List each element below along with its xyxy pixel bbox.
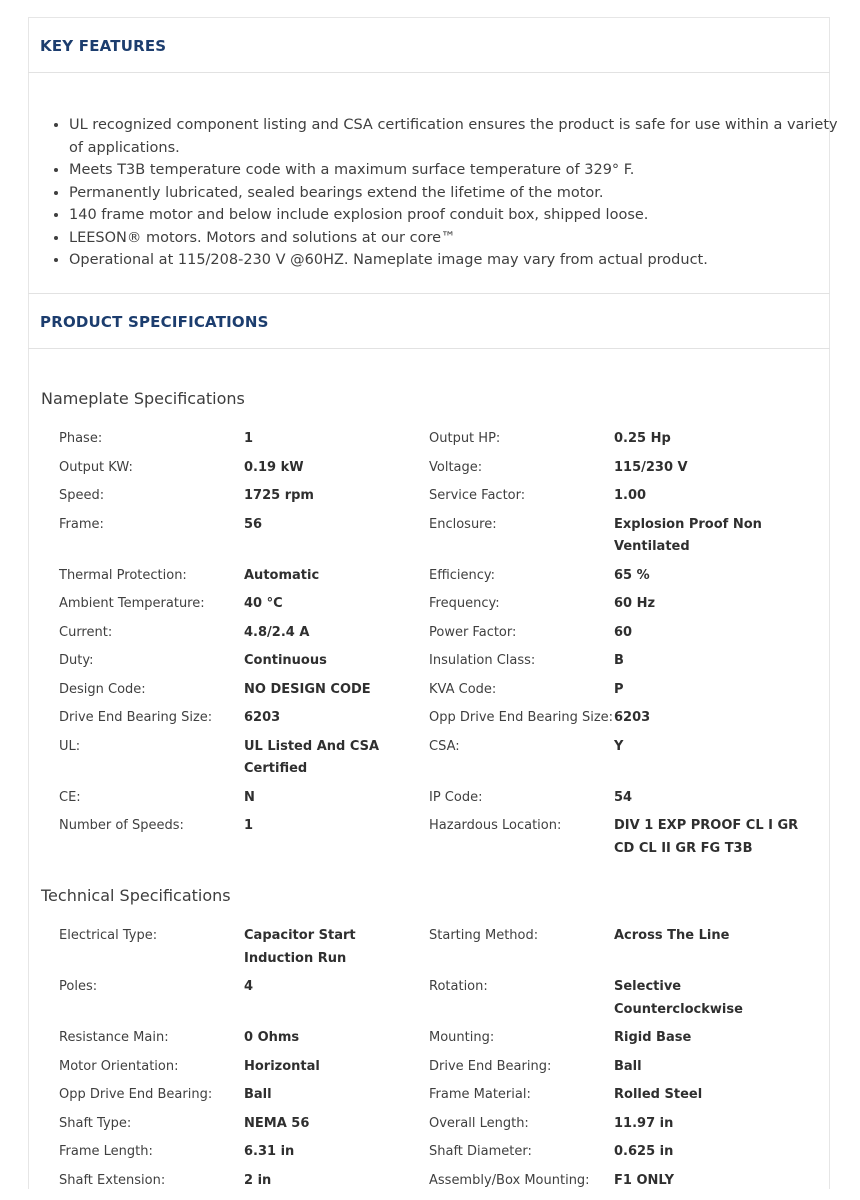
spec-row xyxy=(59,925,829,970)
spec-row xyxy=(59,707,829,730)
spec-value: 1 xyxy=(244,818,254,833)
product-specifications-title: PRODUCT SPECIFICATIONS xyxy=(40,313,269,331)
spec-label: Mounting: xyxy=(429,1030,495,1045)
spec-label: Poles: xyxy=(59,979,98,994)
spec-value: P xyxy=(614,681,624,697)
spec-row xyxy=(59,485,829,508)
list-item: • UL recognized component listing and CSA certification ensures the product is safe for use within a variety of applications. xyxy=(69,114,849,159)
spec-label: Frame: xyxy=(59,516,104,532)
list-item: • 140 frame motor and below include explosion proof conduit box, shipped loose. xyxy=(69,204,849,227)
technical-spec-table xyxy=(59,925,829,1198)
spec-row xyxy=(59,1170,829,1193)
spec-row xyxy=(59,565,829,588)
spec-value: 1.00 xyxy=(614,488,647,503)
spec-value: NO DESIGN CODE xyxy=(244,681,371,697)
spec-row xyxy=(59,976,829,1021)
spec-label: Output HP: xyxy=(429,431,501,446)
spec-value: Selective Counterclockwise xyxy=(614,979,743,1017)
spec-row xyxy=(59,815,829,860)
features-list xyxy=(45,114,849,272)
spec-label: Shaft Extension: xyxy=(59,1172,166,1188)
spec-label: Drive End Bearing: xyxy=(429,1058,552,1074)
spec-row xyxy=(59,457,829,480)
spec-label: Hazardous Location: xyxy=(429,818,562,833)
spec-label: Overall Length: xyxy=(429,1115,529,1131)
list-item: • Operational at 115/208-230 V @60HZ. Nameplate image may vary from actual product. xyxy=(69,249,849,272)
spec-label: Efficiency: xyxy=(429,567,496,583)
spec-value: 115/230 V xyxy=(614,459,688,475)
spec-row xyxy=(59,679,829,702)
spec-value: NEMA 56 xyxy=(244,1115,310,1131)
list-item: • Permanently lubricated, sealed bearings extend the lifetime of the motor. xyxy=(69,182,849,205)
spec-row xyxy=(59,1141,829,1164)
spec-value: UL Listed And CSA Certified xyxy=(244,738,380,776)
spec-label: KVA Code: xyxy=(429,681,497,697)
spec-label: Frame Length: xyxy=(59,1144,153,1159)
spec-label: Speed: xyxy=(59,488,105,503)
spec-label: Opp Drive End Bearing Size: xyxy=(429,710,614,725)
spec-label: Service Factor: xyxy=(429,488,526,503)
spec-row xyxy=(59,1056,829,1079)
spec-value: Horizontal xyxy=(244,1058,320,1074)
spec-label: Assembly/Box Mounting: xyxy=(429,1172,590,1188)
key-features-title: KEY FEATURES xyxy=(40,37,167,55)
spec-value: 6203 xyxy=(614,710,651,725)
spec-value: 0 Ohms xyxy=(244,1030,300,1045)
spec-label: Shaft Type: xyxy=(59,1115,132,1131)
nameplate-spec-table xyxy=(59,428,829,866)
spec-label: CE: xyxy=(59,789,81,805)
divider xyxy=(28,293,830,294)
spec-value: 0.625 in xyxy=(614,1144,674,1159)
spec-row xyxy=(59,1027,829,1050)
spec-label: Rotation: xyxy=(429,979,488,994)
spec-value: Ball xyxy=(244,1087,272,1102)
spec-label: Insulation Class: xyxy=(429,653,536,668)
spec-value: 65 % xyxy=(614,567,650,583)
technical-specifications-heading: Technical Specifications xyxy=(41,886,231,905)
spec-value: Ball xyxy=(614,1058,642,1074)
spec-value: DIV 1 EXP PROOF CL I GR CD CL II GR FG T3B xyxy=(614,818,799,856)
spec-value: 60 xyxy=(614,624,633,640)
spec-value: 11.97 in xyxy=(614,1115,674,1131)
spec-label: Resistance Main: xyxy=(59,1030,169,1045)
nameplate-specifications-heading: Nameplate Specifications xyxy=(41,389,245,408)
spec-value: 4 xyxy=(244,979,254,994)
divider xyxy=(28,72,830,73)
spec-value: Rigid Base xyxy=(614,1030,692,1045)
spec-value: N xyxy=(244,789,255,805)
spec-value: Capacitor Start Induction Run xyxy=(244,928,356,966)
spec-label: Duty: xyxy=(59,653,94,668)
spec-value: Continuous xyxy=(244,653,327,668)
spec-label: Ambient Temperature: xyxy=(59,596,205,611)
spec-label: Number of Speeds: xyxy=(59,818,184,833)
spec-label: Opp Drive End Bearing: xyxy=(59,1087,213,1102)
spec-value: 2 in xyxy=(244,1172,272,1188)
spec-value: 1 xyxy=(244,431,254,446)
spec-label: IP Code: xyxy=(429,789,483,805)
spec-value: Automatic xyxy=(244,567,320,583)
spec-row xyxy=(59,650,829,673)
spec-label: Phase: xyxy=(59,431,103,446)
spec-value: 0.25 Hp xyxy=(614,431,671,446)
spec-label: UL: xyxy=(59,738,81,754)
spec-value: 40 °C xyxy=(244,596,283,611)
spec-row xyxy=(59,622,829,645)
divider xyxy=(28,348,830,349)
spec-label: Motor Orientation: xyxy=(59,1058,179,1074)
spec-label: Frequency: xyxy=(429,596,500,611)
spec-value: 1725 rpm xyxy=(244,488,314,503)
spec-label: Enclosure: xyxy=(429,516,497,532)
spec-row xyxy=(59,1084,829,1107)
spec-label: Power Factor: xyxy=(429,624,517,640)
spec-label: Drive End Bearing Size: xyxy=(59,710,213,725)
spec-value: Rolled Steel xyxy=(614,1087,703,1102)
spec-value: 56 xyxy=(244,516,263,532)
spec-row xyxy=(59,514,829,559)
spec-label: Design Code: xyxy=(59,681,146,697)
spec-row xyxy=(59,736,829,781)
spec-row xyxy=(59,1113,829,1136)
spec-row xyxy=(59,787,829,810)
spec-label: Electrical Type: xyxy=(59,928,158,943)
spec-value: B xyxy=(614,653,624,668)
spec-value: 6203 xyxy=(244,710,281,725)
spec-label: Shaft Diameter: xyxy=(429,1144,532,1159)
spec-row xyxy=(59,593,829,616)
spec-label: Frame Material: xyxy=(429,1087,531,1102)
spec-label: Starting Method: xyxy=(429,928,539,943)
spec-value: 60 Hz xyxy=(614,596,656,611)
spec-value: 54 xyxy=(614,789,633,805)
spec-value: 0.19 kW xyxy=(244,459,304,475)
spec-label: Thermal Protection: xyxy=(59,567,187,583)
spec-row xyxy=(59,428,829,451)
spec-value: Y xyxy=(614,738,624,754)
spec-value: 4.8/2.4 A xyxy=(244,624,310,640)
spec-label: CSA: xyxy=(429,738,460,754)
spec-label: Voltage: xyxy=(429,459,483,475)
spec-value: 6.31 in xyxy=(244,1144,295,1159)
spec-label: Output KW: xyxy=(59,459,133,475)
spec-label: Current: xyxy=(59,624,113,640)
spec-value: Explosion Proof Non Ventilated xyxy=(614,516,762,554)
list-item: • Meets T3B temperature code with a maximum surface temperature of 329° F. xyxy=(69,159,849,182)
list-item: • LEESON® motors. Motors and solutions at our core™ xyxy=(69,227,849,250)
spec-value: Across The Line xyxy=(614,928,730,943)
spec-value: F1 ONLY xyxy=(614,1172,675,1188)
